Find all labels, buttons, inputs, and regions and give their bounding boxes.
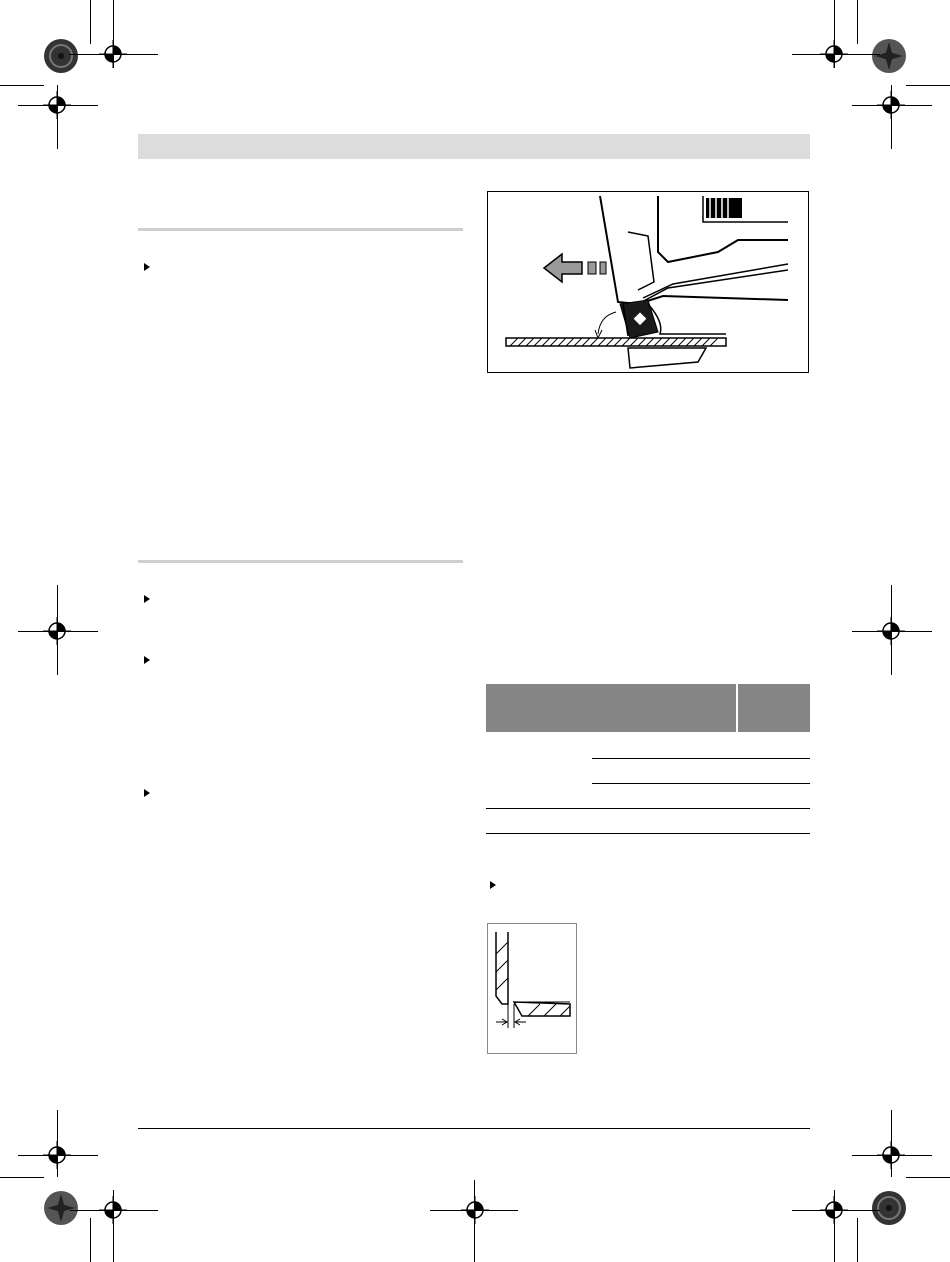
section-rule-2 [138, 560, 463, 563]
edge-clearance-illustration [488, 924, 576, 1053]
crop-mark [113, 1190, 114, 1262]
bullet-icon [144, 789, 150, 797]
edge-figure [487, 923, 577, 1054]
saw-figure [487, 191, 809, 373]
crop-mark [0, 1177, 44, 1178]
crop-mark [852, 631, 932, 632]
crop-mark [857, 1218, 858, 1262]
crop-mark [90, 1218, 91, 1262]
crop-mark [474, 1180, 475, 1262]
crop-mark [70, 54, 158, 55]
crop-mark [792, 54, 880, 55]
crop-mark [57, 585, 58, 675]
crop-mark [57, 85, 58, 149]
crop-mark [430, 1210, 518, 1211]
crop-mark [834, 1190, 835, 1262]
crop-mark [852, 105, 932, 106]
bullet-icon [144, 595, 150, 603]
crop-mark [18, 631, 98, 632]
crop-mark [792, 1210, 880, 1211]
table-row-line [486, 833, 810, 834]
crop-mark [891, 85, 892, 149]
crop-mark [18, 105, 98, 106]
crop-mark [70, 1210, 158, 1211]
crop-mark [113, 0, 114, 68]
crop-mark [857, 0, 858, 44]
table-row-line [592, 758, 810, 759]
bullet-icon [144, 263, 150, 271]
page-footer-rule [138, 1128, 810, 1129]
table-row-line [592, 783, 810, 784]
table-header [486, 684, 810, 732]
crop-mark [891, 1110, 892, 1177]
crop-mark [906, 1177, 950, 1178]
color-target-icon [871, 38, 907, 79]
saw-illustration [488, 192, 808, 372]
bullet-icon [490, 881, 496, 889]
crop-mark [90, 0, 91, 44]
section-rule-1 [138, 228, 463, 231]
crop-mark [57, 1110, 58, 1177]
table-header-separator [736, 684, 738, 732]
crop-mark [0, 85, 44, 86]
crop-mark [906, 85, 950, 86]
page-header-bar [138, 134, 810, 159]
color-target-icon [43, 38, 79, 79]
crop-mark [891, 585, 892, 675]
table-row-line [486, 808, 810, 809]
bullet-icon [144, 656, 150, 664]
crop-mark [18, 1155, 98, 1156]
crop-mark [834, 0, 835, 68]
crop-mark [852, 1155, 932, 1156]
